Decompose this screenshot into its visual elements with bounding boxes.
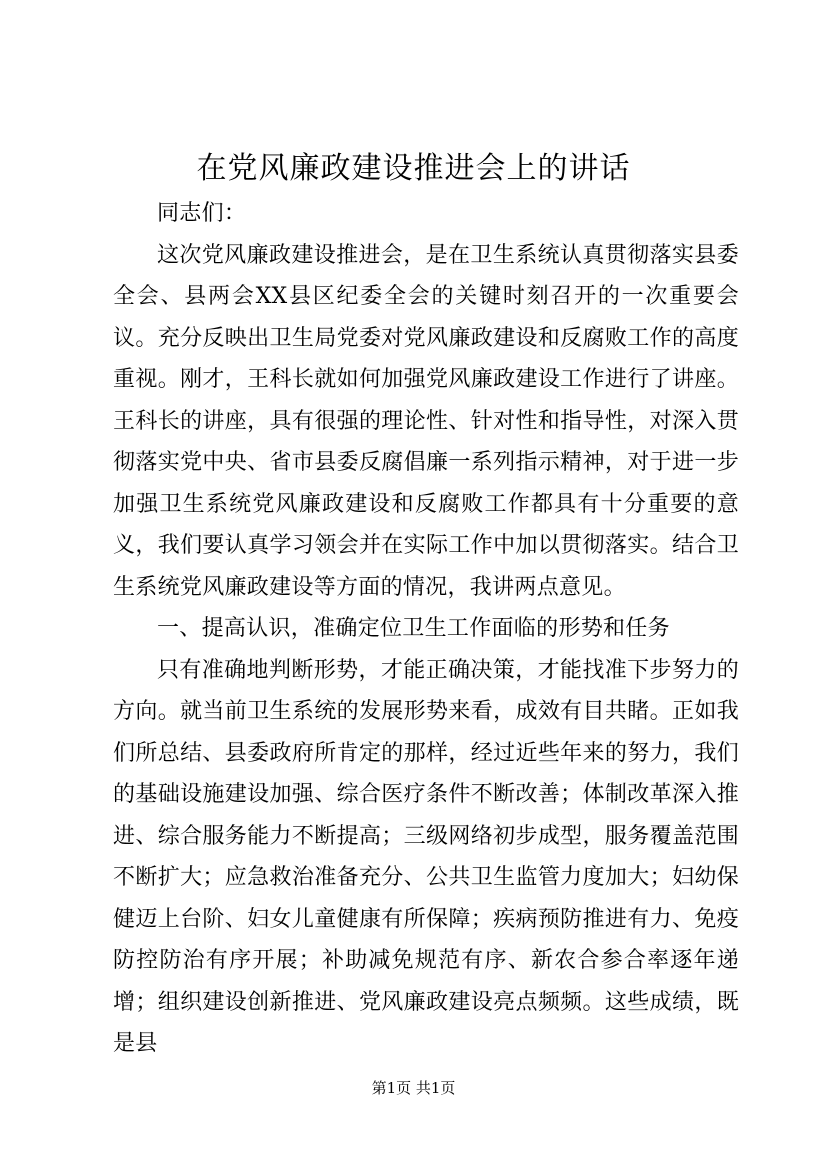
document-body [113,193,739,1065]
document-title: 在党风廉政建设推进会上的讲话 [196,151,631,186]
page-footer: 第1页 共1页 [371,1079,456,1097]
section-heading-1: 一、提高认识，准确定位卫生工作面临的形势和任务 [157,616,670,641]
paragraph-intro: 这次党风廉政建设推进会，是在卫生系统认真贯彻落实县委全会、县两会XX县区纪委全会的关键时刻召开的一次重要会议。充分反映出卫生局党委对党风廉政建设和反腐败工作的高度重视。刚才，王科长就如何加强党风廉政建设工作进行了讲座。王科长的讲座，具有很强的理论性、针对性和指导性，对深入贯彻落实党中央、省市县委反腐倡廉一系列指示精神，对于进一步加强卫生系统党风廉政建设和反腐败工作都具有十分重要的意义，我们要认真学习领会并在实际工作中加以贯彻落实。结合卫生系统党风廉政建设等方面的情况，我讲两点意见。 [113,242,739,600]
salutation: 同志们： [157,201,247,226]
paragraph-situation: 只有准确地判断形势，才能正确决策，才能找准下步努力的方向。就当前卫生系统的发展形势来看，成效有目共睹。正如我们所总结、县委政府所肯定的那样，经过近些年来的努力，我们的基础设施建设加强、综合医疗条件不断改善；体制改革深入推进、综合服务能力不断提高；三级网络初步成型，服务覆盖范围不断扩大；应急救治准备充分、公共卫生监管力度加大；妇幼保健迈上台阶、妇女儿童健康有所保障；疾病预防推进有力、免疫防控防治有序开展；补助减免规范有序、新农合参合率逐年递增；组织建设创新推进、党风廉政建设亮点频频。这些成绩，既是县 [113,657,739,1056]
